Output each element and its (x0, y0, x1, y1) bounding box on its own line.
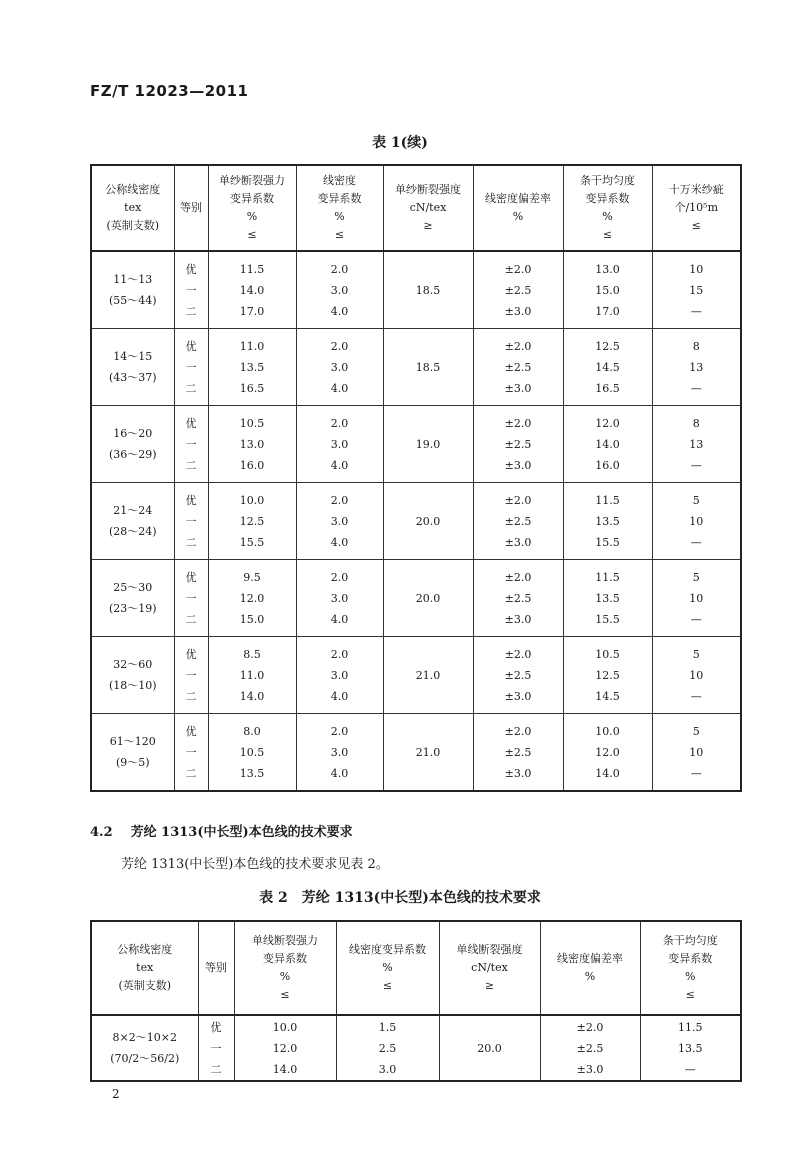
density-cell (91, 251, 174, 329)
table1-header-line: ≤ (691, 219, 701, 232)
cv-density-cell (296, 251, 383, 329)
table1-header-2 (208, 165, 296, 251)
cv-density-cell-value: 2.0 (330, 724, 349, 738)
deviation-cell-value: ±2.0 (504, 647, 532, 661)
evenness-cell (563, 560, 652, 637)
cv-strength-cell-value: 13.0 (239, 437, 265, 451)
cv-strength-cell-value: 17.0 (239, 304, 265, 318)
evenness-cell-value: 16.0 (595, 458, 620, 472)
cv-density-cell (296, 637, 383, 714)
evenness-cell-value: 13.5 (678, 1041, 703, 1055)
evenness-cell-value: 16.5 (595, 381, 620, 395)
deviation-cell-value: ±2.5 (504, 745, 532, 759)
cv-strength-cell (208, 329, 296, 406)
table1-header-line: % (334, 210, 345, 223)
faults-cell-value: 10 (689, 591, 704, 605)
deviation-cell-value: ±3.0 (504, 766, 532, 780)
faults-cell-value: — (690, 766, 702, 780)
cv-density-cell-value: 4.0 (330, 612, 349, 626)
cv-strength-cell-value: 8.5 (243, 647, 261, 661)
deviation-cell-value: ±3.0 (504, 458, 532, 472)
grades-cell-value: 二 (185, 612, 197, 626)
cv-strength-cell-value: 12.0 (272, 1041, 298, 1055)
faults-cell (652, 329, 741, 406)
faults-cell (652, 483, 741, 560)
table2-header-line: 条干均匀度 (662, 934, 718, 947)
table1-header-line: ≤ (602, 228, 613, 241)
evenness-cell (563, 637, 652, 714)
cv-density-cell-value: 2.5 (378, 1041, 397, 1055)
density-cell-value: (23～19) (108, 602, 157, 615)
table2-header-line: 等别 (205, 961, 227, 974)
grades-cell-value: 优 (185, 339, 197, 353)
grades-cell-value: 二 (185, 766, 197, 780)
cv-strength-cell (234, 1015, 336, 1081)
table2-header-line: 变异系数 (668, 952, 713, 965)
evenness-cell (563, 406, 652, 483)
grades-cell (174, 637, 208, 714)
grades-cell-value: 二 (185, 304, 197, 318)
evenness-cell-value: 13.5 (595, 591, 620, 605)
cv-density-cell (296, 406, 383, 483)
deviation-cell-value: ±2.0 (504, 493, 532, 507)
grades-cell-value: 优 (185, 724, 197, 738)
evenness-cell-value: 10.0 (595, 724, 620, 738)
faults-cell-value: 8 (692, 416, 700, 430)
deviation-cell-value: ±3.0 (576, 1062, 604, 1076)
table2-header-line: cN/tex (471, 961, 508, 974)
deviation-cell (473, 714, 563, 792)
deviation-cell (473, 251, 563, 329)
density-cell-value: (43～37) (108, 371, 157, 384)
density-cell (91, 406, 174, 483)
grades-cell-value: 优 (185, 493, 197, 507)
cv-strength-cell-value: 14.0 (239, 689, 265, 703)
evenness-cell-value: 10.5 (595, 647, 620, 661)
faults-cell-value: 15 (689, 283, 704, 297)
table1-header-line: 线密度偏差率 (485, 192, 551, 205)
grades-cell (174, 406, 208, 483)
evenness-cell-value: 12.5 (595, 339, 620, 353)
density-cell-value: 14～15 (113, 350, 153, 363)
evenness-cell (640, 1015, 741, 1081)
table2-header-0 (91, 921, 198, 1015)
table2 (90, 920, 742, 1082)
table2-header-line: 变异系数 (263, 952, 307, 965)
deviation-cell-value: ±3.0 (504, 304, 532, 318)
tenacity-cell: 18.5 (383, 251, 473, 329)
grades-cell-value: 一 (185, 745, 197, 759)
cv-density-cell-value: 4.0 (330, 766, 349, 780)
table1-header-1 (174, 165, 208, 251)
grades-cell (174, 483, 208, 560)
density-cell-value: 11～13 (113, 273, 153, 286)
cv-density-cell (296, 714, 383, 792)
cv-density-cell-value: 3.0 (330, 668, 349, 682)
grades-cell-value: 一 (210, 1041, 222, 1055)
cv-strength-cell-value: 15.0 (239, 612, 265, 626)
evenness-cell-value: 12.5 (595, 668, 620, 682)
table2-header-line: % (685, 970, 696, 983)
density-cell-value: 8×2～10×2 (112, 1031, 177, 1044)
table1-header-line: 变异系数 (585, 192, 630, 205)
table2-header-line: 单线断裂强力 (252, 934, 318, 947)
grades-cell-value: 一 (185, 591, 197, 605)
table-row (91, 329, 741, 406)
table-row (91, 483, 741, 560)
faults-cell-value: 10 (689, 514, 704, 528)
cv-density-cell-value: 2.0 (330, 416, 349, 430)
faults-cell-value: — (690, 304, 702, 318)
table2-header-line: % (279, 970, 291, 983)
deviation-cell-value: ±2.0 (504, 724, 532, 738)
cv-density-cell-value: 2.0 (330, 262, 349, 276)
grades-cell-value: 一 (185, 668, 197, 682)
faults-cell-value: 5 (692, 724, 700, 738)
faults-cell (652, 560, 741, 637)
table1-header-line: 十万米纱疵 (668, 183, 724, 196)
table1-header-line: 变异系数 (317, 192, 362, 205)
table-row (91, 406, 741, 483)
evenness-cell (563, 483, 652, 560)
faults-cell-value: 5 (692, 570, 700, 584)
cv-strength-cell-value: 14.0 (239, 283, 265, 297)
tenacity-cell: 20.0 (383, 483, 473, 560)
table-row (91, 251, 741, 329)
deviation-cell-value: ±2.0 (504, 339, 532, 353)
cv-strength-cell-value: 12.5 (239, 514, 265, 528)
table1-header-line: 单纱断裂强力 (219, 174, 285, 187)
density-cell (91, 560, 174, 637)
deviation-cell-value: ±2.5 (504, 283, 532, 297)
cv-strength-cell (208, 251, 296, 329)
cv-strength-cell-value: 16.5 (239, 381, 265, 395)
cv-strength-cell-value: 12.0 (239, 591, 265, 605)
grades-cell (174, 251, 208, 329)
table2-caption: 表 2 芳纶 1313(中长型)本色线的技术要求 (259, 890, 541, 906)
table-row (91, 637, 741, 714)
evenness-cell-value: 14.0 (595, 437, 620, 451)
cv-density-cell-value: 4.0 (330, 304, 349, 318)
faults-cell-value: 13 (689, 437, 704, 451)
grades-cell-value: 二 (185, 689, 197, 703)
cv-density-cell (296, 329, 383, 406)
cv-density-cell-value: 3.0 (330, 745, 349, 759)
cv-strength-cell-value: 10.5 (239, 745, 265, 759)
deviation-cell-value: ±2.5 (576, 1041, 604, 1055)
evenness-cell-value: 11.5 (595, 570, 620, 584)
deviation-cell-value: ±2.5 (504, 360, 532, 374)
table1-header-line: 线密度 (323, 174, 356, 187)
section-title: 芳纶 1313(中长型)本色线的技术要求 (130, 825, 353, 840)
cv-density-cell-value: 2.0 (330, 339, 349, 353)
faults-cell (652, 406, 741, 483)
cv-strength-cell-value: 10.0 (239, 493, 265, 507)
deviation-cell-value: ±3.0 (504, 381, 532, 395)
table-row (91, 714, 741, 792)
faults-cell-value: 10 (689, 745, 704, 759)
grades-cell-value: 优 (185, 647, 197, 661)
cv-density-cell-value: 2.0 (330, 647, 349, 661)
deviation-cell-value: ±2.5 (504, 668, 532, 682)
cv-density-cell-value: 4.0 (330, 381, 349, 395)
deviation-cell-value: ±2.5 (504, 591, 532, 605)
faults-cell-value: 5 (692, 493, 700, 507)
cv-density-cell (336, 1015, 439, 1081)
evenness-cell (563, 714, 652, 792)
cv-strength-cell-value: 9.5 (243, 570, 261, 584)
evenness-cell-value: 17.0 (595, 304, 620, 318)
tenacity-cell: 21.0 (383, 637, 473, 714)
table2-header-line: ≤ (685, 988, 695, 1001)
page-number: 2 (112, 1087, 120, 1101)
table2-header-line: tex (136, 961, 154, 974)
deviation-cell-value: ±3.0 (504, 689, 532, 703)
evenness-cell-value: 14.0 (595, 766, 620, 780)
density-cell-value: (28～24) (108, 525, 157, 538)
table1-header-5 (473, 165, 563, 251)
table2-header-line: 线密度偏差率 (557, 952, 623, 965)
grades-cell-value: 二 (210, 1062, 222, 1076)
evenness-cell-value: 14.5 (595, 689, 620, 703)
density-cell-value: (55～44) (108, 294, 157, 307)
density-cell (91, 329, 174, 406)
evenness-cell (563, 329, 652, 406)
deviation-cell (473, 329, 563, 406)
table1-header-line: % (602, 210, 613, 223)
deviation-cell (473, 560, 563, 637)
grades-cell (174, 714, 208, 792)
faults-cell-value: 8 (692, 339, 700, 353)
table2-header-line: ≥ (484, 979, 495, 992)
cv-strength-cell (208, 714, 296, 792)
cv-density-cell-value: 3.0 (330, 437, 349, 451)
table1-header-line: 单纱断裂强度 (395, 183, 461, 196)
table1-header-line: % (512, 210, 524, 223)
density-cell-value: 61～120 (109, 735, 156, 748)
cv-strength-cell (208, 560, 296, 637)
tenacity-cell: 20.0 (439, 1015, 540, 1081)
deviation-cell-value: ±2.5 (504, 437, 532, 451)
density-cell-value: (9～5) (115, 756, 150, 769)
evenness-cell-value: 12.0 (595, 416, 620, 430)
grades-cell (174, 329, 208, 406)
table1-header-line: ≥ (423, 219, 433, 232)
cv-density-cell-value: 4.0 (330, 689, 349, 703)
density-cell-value: 25～30 (113, 581, 153, 594)
faults-cell-value: — (690, 458, 702, 472)
faults-cell (652, 714, 741, 792)
table1-header-row (91, 165, 741, 251)
tenacity-cell: 19.0 (383, 406, 473, 483)
table2-header-line: (英制支数) (118, 979, 172, 992)
grades-cell-value: 一 (185, 514, 197, 528)
table2-header-3 (336, 921, 439, 1015)
deviation-cell (473, 637, 563, 714)
cv-strength-cell-value: 13.5 (239, 766, 265, 780)
section-paragraph: 芳纶 1313(中长型)本色线的技术要求见表 2。 (121, 857, 389, 872)
table2-header-line: 线密度变异系数 (349, 943, 426, 956)
cv-density-cell-value: 4.0 (330, 535, 349, 549)
table1-header-line: ≤ (247, 228, 257, 241)
cv-density-cell-value: 1.5 (378, 1020, 397, 1034)
faults-cell-value: — (690, 381, 702, 395)
cv-strength-cell-value: 13.5 (239, 360, 265, 374)
density-cell-value: 21～24 (113, 504, 153, 517)
grades-cell-value: 一 (185, 360, 197, 374)
evenness-cell (563, 251, 652, 329)
density-cell (91, 637, 174, 714)
table1-caption: 表 1(续) (372, 135, 428, 151)
table1-header-line: % (246, 210, 258, 223)
faults-cell (652, 637, 741, 714)
evenness-cell-value: 15.5 (595, 612, 620, 626)
table1-header-0 (91, 165, 174, 251)
section-number: 4.2 (90, 825, 113, 840)
density-cell-value: 32～60 (113, 658, 153, 671)
table1-header-line: ≤ (334, 228, 345, 241)
table1-header-line: 公称线密度 (105, 183, 161, 196)
evenness-cell-value: 15.0 (595, 283, 620, 297)
grades-cell-value: 一 (185, 283, 197, 297)
table2-header-6 (640, 921, 741, 1015)
deviation-cell-value: ±3.0 (504, 535, 532, 549)
faults-cell-value: 10 (689, 668, 704, 682)
grades-cell-value: 二 (185, 458, 197, 472)
cv-density-cell (296, 483, 383, 560)
table2-header-line: ≤ (280, 988, 290, 1001)
table2-header-line: 单线断裂强度 (456, 943, 523, 956)
cv-strength-cell-value: 10.0 (272, 1020, 298, 1034)
evenness-cell-value: 11.5 (678, 1020, 703, 1034)
cv-strength-cell-value: 11.0 (239, 668, 265, 682)
deviation-cell (473, 483, 563, 560)
grades-cell-value: 二 (185, 535, 197, 549)
tenacity-cell: 21.0 (383, 714, 473, 792)
faults-cell-value: — (690, 689, 702, 703)
grades-cell-value: 优 (210, 1020, 222, 1034)
cv-strength-cell-value: 11.5 (239, 262, 265, 276)
table1-header-line: 条干均匀度 (580, 174, 635, 187)
faults-cell-value: 10 (689, 262, 704, 276)
evenness-cell-value: 14.5 (595, 360, 620, 374)
density-cell (91, 1015, 198, 1081)
grades-cell-value: 二 (185, 381, 197, 395)
evenness-cell-value: 13.5 (595, 514, 620, 528)
table2-header-2 (234, 921, 336, 1015)
cv-density-cell-value: 3.0 (330, 360, 349, 374)
evenness-cell-value: 11.5 (595, 493, 620, 507)
table2-header-line: % (584, 970, 596, 983)
table1-header-line: cN/tex (409, 201, 447, 214)
deviation-cell-value: ±2.0 (504, 570, 532, 584)
table1-header-line: (英制支数) (106, 219, 160, 232)
cv-density-cell-value: 3.0 (378, 1062, 397, 1076)
cv-density-cell-value: 3.0 (330, 283, 349, 297)
deviation-cell-value: ±2.0 (504, 262, 532, 276)
cv-density-cell-value: 2.0 (330, 570, 349, 584)
table1-header-line: 等别 (180, 201, 202, 214)
tenacity-cell: 20.0 (383, 560, 473, 637)
table2-header-line: % (382, 961, 393, 974)
table2-header-row (91, 921, 741, 1015)
table2-header-line: ≤ (382, 979, 393, 992)
deviation-cell-value: ±3.0 (504, 612, 532, 626)
cv-strength-cell-value: 10.5 (239, 416, 265, 430)
cv-density-cell (296, 560, 383, 637)
faults-cell-value: — (690, 535, 702, 549)
density-cell-value: (70/2～56/2) (110, 1052, 180, 1065)
evenness-cell-value: 12.0 (595, 745, 620, 759)
evenness-cell-value: 15.5 (595, 535, 620, 549)
cv-strength-cell (208, 406, 296, 483)
table1-header-line: 个/10⁵m (674, 201, 719, 214)
table-row (91, 1015, 741, 1081)
cv-strength-cell-value: 16.0 (239, 458, 265, 472)
grades-cell (198, 1015, 234, 1081)
table1-header-line: 变异系数 (230, 192, 274, 205)
deviation-cell-value: ±2.5 (504, 514, 532, 528)
table1-header-4 (383, 165, 473, 251)
grades-cell-value: 优 (185, 570, 197, 584)
density-cell-value: 16～20 (113, 427, 153, 440)
table1-header-3 (296, 165, 383, 251)
grades-cell (174, 560, 208, 637)
faults-cell (652, 251, 741, 329)
cv-density-cell-value: 4.0 (330, 458, 349, 472)
table1-header-6 (563, 165, 652, 251)
cv-strength-cell-value: 11.0 (239, 339, 265, 353)
cv-strength-cell (208, 637, 296, 714)
cv-strength-cell (208, 483, 296, 560)
table2-header-4 (439, 921, 540, 1015)
cv-density-cell-value: 2.0 (330, 493, 349, 507)
deviation-cell (473, 406, 563, 483)
table2-header-1 (198, 921, 234, 1015)
table2-header-5 (540, 921, 640, 1015)
cv-density-cell-value: 3.0 (330, 591, 349, 605)
tenacity-cell: 18.5 (383, 329, 473, 406)
deviation-cell (540, 1015, 640, 1081)
cv-density-cell-value: 3.0 (330, 514, 349, 528)
evenness-cell-value: — (684, 1062, 696, 1076)
section-heading (90, 821, 353, 840)
evenness-cell-value: 13.0 (595, 262, 620, 276)
cv-strength-cell-value: 15.5 (239, 535, 265, 549)
table1-header-line: tex (124, 201, 142, 214)
table1-header-7 (652, 165, 741, 251)
table1 (90, 164, 742, 792)
deviation-cell-value: ±2.0 (504, 416, 532, 430)
density-cell (91, 714, 174, 792)
faults-cell-value: — (690, 612, 702, 626)
table-row (91, 560, 741, 637)
document-id: FZ/T 12023—2011 (90, 82, 249, 100)
cv-strength-cell-value: 14.0 (272, 1062, 298, 1076)
density-cell (91, 483, 174, 560)
faults-cell-value: 5 (692, 647, 700, 661)
deviation-cell-value: ±2.0 (576, 1020, 604, 1034)
table2-header-line: 公称线密度 (117, 943, 173, 956)
cv-strength-cell-value: 8.0 (243, 724, 261, 738)
faults-cell-value: 13 (689, 360, 704, 374)
density-cell-value: (18～10) (108, 679, 157, 692)
density-cell-value: (36～29) (108, 448, 157, 461)
grades-cell-value: 优 (185, 262, 197, 276)
grades-cell-value: 一 (185, 437, 197, 451)
grades-cell-value: 优 (185, 416, 197, 430)
